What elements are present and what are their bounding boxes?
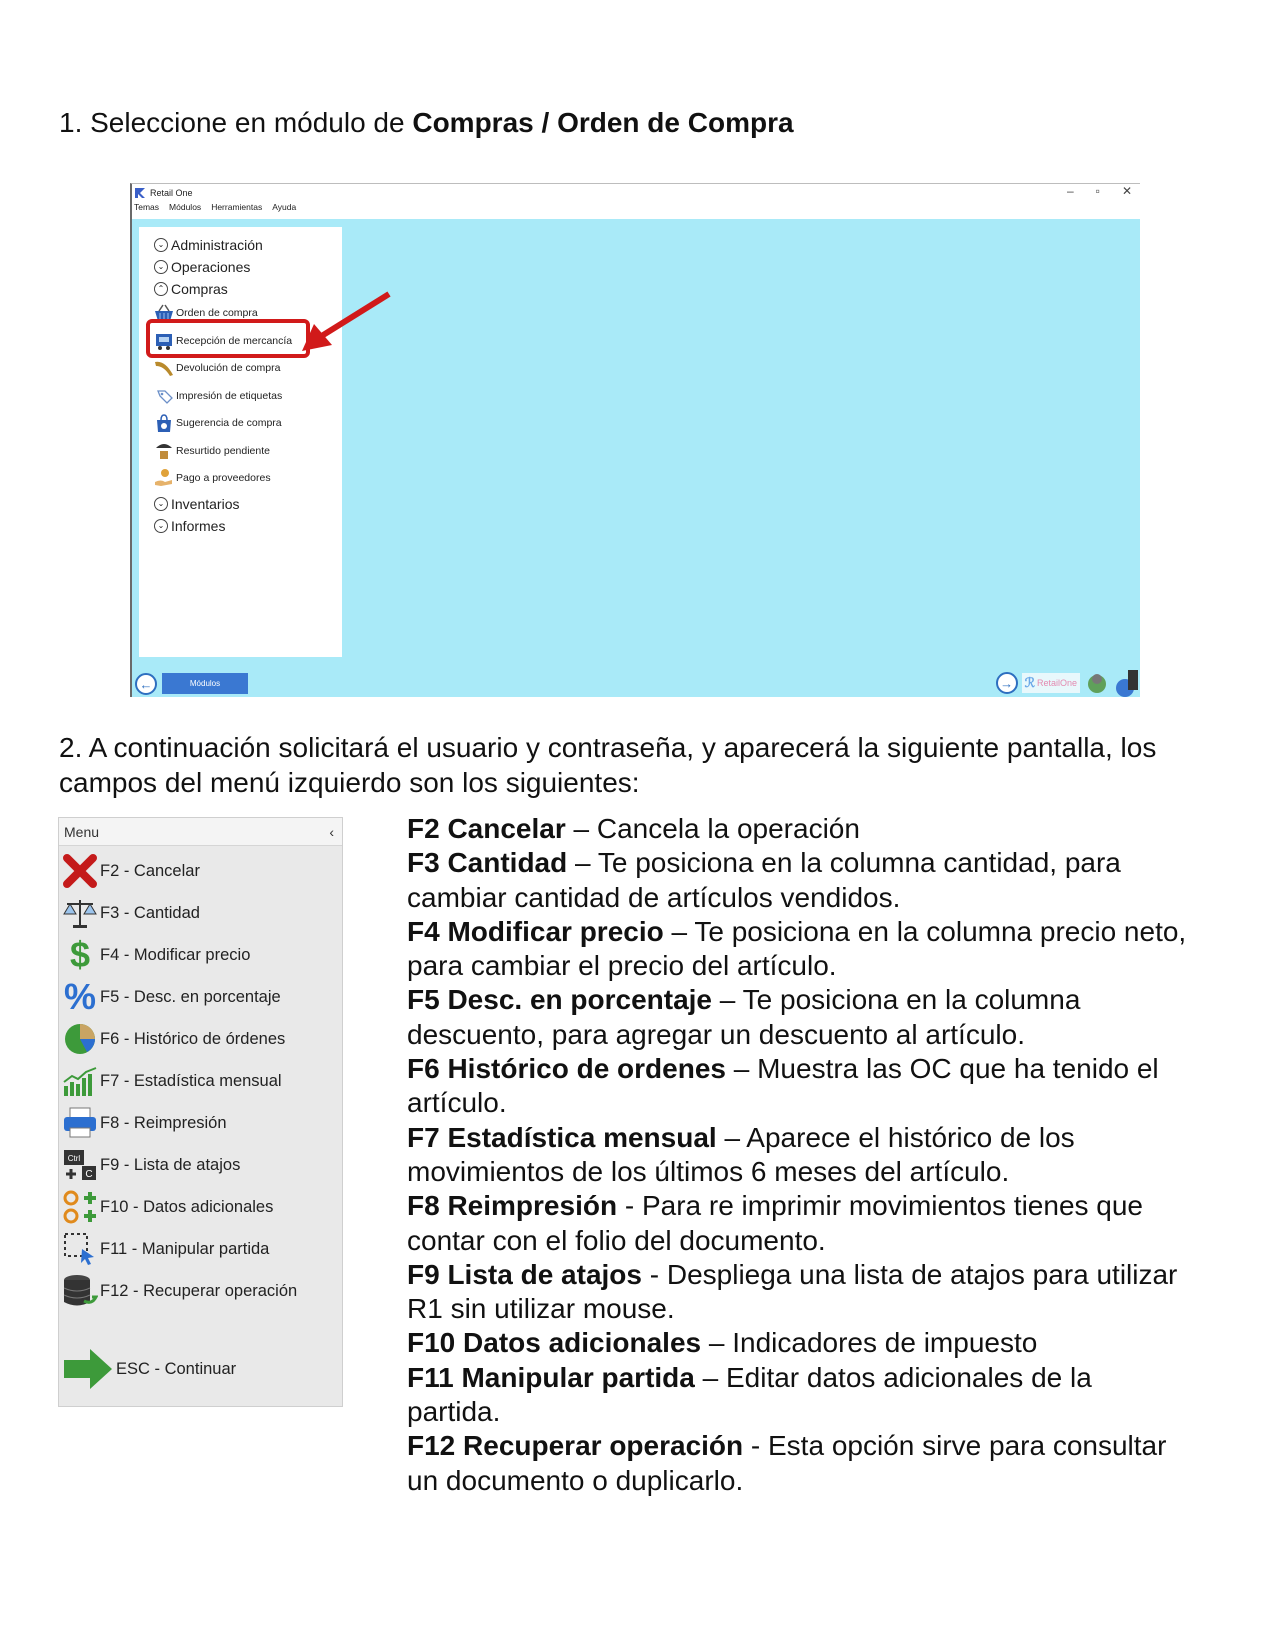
desc-text: – Muestra las OC que ha tenido el artículo. xyxy=(407,1053,1159,1119)
highlight-box xyxy=(146,319,310,358)
retailone-logo-text: RetailOne xyxy=(1036,678,1077,688)
add-data-icon xyxy=(61,1187,99,1227)
desc-text: – Cancela la operación xyxy=(565,813,860,844)
menu-item-f5-desc-porcentaje[interactable] xyxy=(61,976,281,1018)
desc-key: F5 Desc. en porcentaje xyxy=(407,984,713,1016)
selection-cursor-icon xyxy=(61,1229,99,1269)
category-operaciones[interactable] xyxy=(154,259,250,275)
subitem-label: Sugerencia de compra xyxy=(176,417,282,429)
subitem-label: Pago a proveedores xyxy=(176,472,271,484)
menu-item-label: F9 - Lista de atajos xyxy=(100,1155,241,1174)
shopping-bag-icon xyxy=(153,412,175,434)
shortcut-menu xyxy=(58,817,343,1407)
desc-key: F12 Recuperar operación xyxy=(407,1430,744,1462)
subitem-label: Devolución de compra xyxy=(176,362,281,374)
window-title-bar xyxy=(134,186,193,200)
keyboard-shortcut-icon xyxy=(61,1145,99,1185)
step-1-bold: Compras / Orden de Compra xyxy=(412,107,794,138)
desc-f9 xyxy=(407,1258,1187,1327)
step-1-text: 1. Seleccione en módulo de xyxy=(59,107,413,138)
menu-item-f12-recuperar-operacion[interactable] xyxy=(61,1270,297,1312)
category-informes[interactable] xyxy=(154,518,225,534)
menu-item-f8-reimpresion[interactable] xyxy=(61,1102,227,1144)
subitem-label: Recepción de mercancía xyxy=(176,335,293,347)
menu-item-label: ESC - Continuar xyxy=(116,1359,237,1378)
step-1-instruction xyxy=(59,105,794,140)
menu-item-f6-historico[interactable] xyxy=(61,1018,285,1060)
bottom-bar xyxy=(132,668,1140,697)
tag-icon xyxy=(153,385,175,407)
menu-header xyxy=(59,818,342,846)
subitem-impresion-de-etiquetas[interactable] xyxy=(153,385,282,407)
retail-one-logo-icon xyxy=(134,187,146,199)
desc-key: F8 Reimpresión xyxy=(407,1190,618,1222)
desc-key: F10 Datos adicionales xyxy=(407,1327,702,1359)
desc-key: F3 Cantidad xyxy=(407,847,568,879)
menu-item-label: F4 - Modificar precio xyxy=(100,945,251,964)
subitem-devolucion-de-compra[interactable] xyxy=(153,357,280,379)
desc-text: – Aparece el histórico de los movimientos de los últimos 6 meses del artículo. xyxy=(407,1121,1075,1187)
minimize-button[interactable]: – xyxy=(1066,184,1074,198)
menu-item-label: F10 - Datos adicionales xyxy=(100,1197,274,1216)
subitem-label: Orden de compra xyxy=(176,307,258,319)
category-label: Compras xyxy=(171,281,228,297)
category-inventarios[interactable] xyxy=(154,496,239,512)
menu-item-label: F3 - Cantidad xyxy=(100,903,200,922)
menu-item-f7-estadistica[interactable] xyxy=(61,1060,282,1102)
desc-f2 xyxy=(407,812,1187,846)
desc-key: F6 Histórico de ordenes xyxy=(407,1053,726,1085)
desc-text: - Esta opción sirve para consultar un documento o duplicarlo. xyxy=(407,1430,1167,1496)
category-label: Administración xyxy=(171,237,263,253)
umbrella-box-icon xyxy=(153,440,175,462)
user-globe-icon xyxy=(1084,670,1110,696)
desc-f7 xyxy=(407,1121,1187,1190)
menu-item-f3-cantidad[interactable] xyxy=(61,892,200,934)
chevron-down-icon: ⌄ xyxy=(154,519,168,533)
desc-text: – Indicadores de impuesto xyxy=(701,1327,1038,1359)
chevron-up-icon: ⌃ xyxy=(154,282,168,296)
scale-icon xyxy=(61,893,99,933)
desc-f8 xyxy=(407,1189,1187,1258)
arrow-left-icon: ← xyxy=(139,676,153,692)
bar-chart-icon xyxy=(61,1061,99,1101)
desc-text: – Te posiciona en la columna descuento, para agregar un descuento al artículo. xyxy=(407,984,1081,1050)
desc-f12 xyxy=(407,1429,1187,1498)
desc-key: F11 Manipular partida xyxy=(407,1361,695,1393)
menu-item-label: F12 - Recuperar operación xyxy=(100,1281,298,1300)
subitem-label: Resurtido pendiente xyxy=(176,445,270,457)
menu-item-esc-continuar[interactable] xyxy=(61,1346,236,1392)
menu-item-label: F6 - Histórico de órdenes xyxy=(100,1029,286,1048)
boomerang-icon xyxy=(153,357,175,379)
menu-item-f2-cancelar[interactable] xyxy=(61,850,200,892)
menu-modulos[interactable]: Módulos xyxy=(169,202,202,212)
retail-one-mark-icon: ℛ xyxy=(1024,675,1035,690)
window-controls xyxy=(1067,184,1132,198)
desc-text: – Editar datos adicionales de la partida. xyxy=(407,1361,1092,1428)
menu-item-label: F5 - Desc. en porcentaje xyxy=(100,987,281,1006)
menu-item-f10-datos-adicionales[interactable] xyxy=(61,1186,273,1228)
desc-text: - Para re imprimir movimientos tienes que contar con el folio del documento. xyxy=(407,1190,1144,1256)
menu-item-f9-lista-atajos[interactable] xyxy=(61,1144,240,1186)
arrow-right-icon: → xyxy=(1000,675,1014,691)
desc-key: F4 Modificar precio xyxy=(407,915,664,947)
menubar xyxy=(134,202,296,212)
modules-button[interactable]: Módulos xyxy=(162,673,248,694)
globe-server-icon xyxy=(1114,668,1140,697)
bottom-right-icons xyxy=(996,668,1140,697)
window-title: Retail One xyxy=(150,188,193,198)
menu-item-f11-manipular-partida[interactable] xyxy=(61,1228,269,1270)
maximize-button[interactable]: ▫ xyxy=(1095,184,1100,198)
subitem-label: Impresión de etiquetas xyxy=(176,390,283,402)
retail-one-window xyxy=(130,183,1140,697)
forward-button[interactable] xyxy=(996,672,1018,694)
desc-f5 xyxy=(407,983,1187,1052)
category-label: Operaciones xyxy=(171,259,251,275)
menu-herramientas[interactable]: Herramientas xyxy=(211,202,263,212)
back-button[interactable] xyxy=(135,673,157,695)
desc-key: F2 Cancelar xyxy=(407,813,566,844)
database-restore-icon xyxy=(61,1271,99,1311)
category-administracion[interactable] xyxy=(154,237,263,253)
desc-key: F7 Estadística mensual xyxy=(407,1121,717,1153)
menu-item-label: F8 - Reimpresión xyxy=(100,1113,227,1132)
desc-key: F9 Lista de atajos xyxy=(407,1258,642,1290)
collapse-icon[interactable]: ‹ xyxy=(329,823,334,840)
shortcut-descriptions xyxy=(407,812,1187,1498)
payment-hand-icon xyxy=(153,467,175,489)
category-label: Informes xyxy=(171,518,226,534)
menu-item-label: F2 - Cancelar xyxy=(100,861,200,880)
desc-f6 xyxy=(407,1052,1187,1121)
desc-text: - Despliega una lista de atajos para utilizar R1 sin utilizar mouse. xyxy=(407,1258,1178,1325)
subitem-resurtido-pendiente[interactable] xyxy=(153,440,270,462)
printer-icon xyxy=(61,1103,99,1143)
desc-f10 xyxy=(407,1326,1187,1360)
subitem-sugerencia-de-compra[interactable] xyxy=(153,412,282,434)
category-label: Inventarios xyxy=(171,496,240,512)
dollar-icon: $ xyxy=(69,934,91,975)
red-arrow-icon xyxy=(292,289,392,359)
category-compras[interactable] xyxy=(154,281,228,297)
menu-item-label: F11 - Manipular partida xyxy=(100,1239,270,1258)
desc-text: – Te posiciona en la columna cantidad, para cambiar cantidad de artículos vendidos. xyxy=(407,847,1121,913)
desc-f3 xyxy=(407,846,1187,915)
chevron-down-icon: ⌄ xyxy=(154,260,168,274)
svg-text:C: C xyxy=(85,1169,93,1180)
chevron-down-icon: ⌄ xyxy=(154,238,168,252)
cancel-x-icon xyxy=(61,851,99,891)
menu-item-label: F7 - Estadística mensual xyxy=(100,1071,282,1090)
desc-f11 xyxy=(407,1361,1187,1430)
step-2-instruction: 2. A continuación solicitará el usuario y contraseña, y aparecerá la siguiente pantalla, los campos del menú izquierdo son los siguientes: xyxy=(59,732,1157,798)
percent-icon: % xyxy=(63,976,96,1017)
menu-ayuda[interactable]: Ayuda xyxy=(272,202,297,212)
retailone-logo xyxy=(1022,673,1080,693)
chevron-down-icon: ⌄ xyxy=(154,497,168,511)
desc-f4 xyxy=(407,915,1187,984)
desktop-area xyxy=(132,219,1140,697)
menu-title: Menu xyxy=(64,823,100,840)
menu-item-f4-modificar-precio[interactable] xyxy=(61,934,250,976)
svg-text:Ctrl: Ctrl xyxy=(67,1154,81,1163)
close-button[interactable]: ✕ xyxy=(1121,184,1132,198)
arrow-right-icon xyxy=(61,1349,115,1389)
desc-text: – Te posiciona en la columna precio neto, para cambiar el precio del artículo. xyxy=(407,915,1187,982)
pie-chart-icon xyxy=(61,1019,99,1059)
menu-temas[interactable]: Temas xyxy=(134,202,160,212)
subitem-pago-a-proveedores[interactable] xyxy=(153,467,271,489)
